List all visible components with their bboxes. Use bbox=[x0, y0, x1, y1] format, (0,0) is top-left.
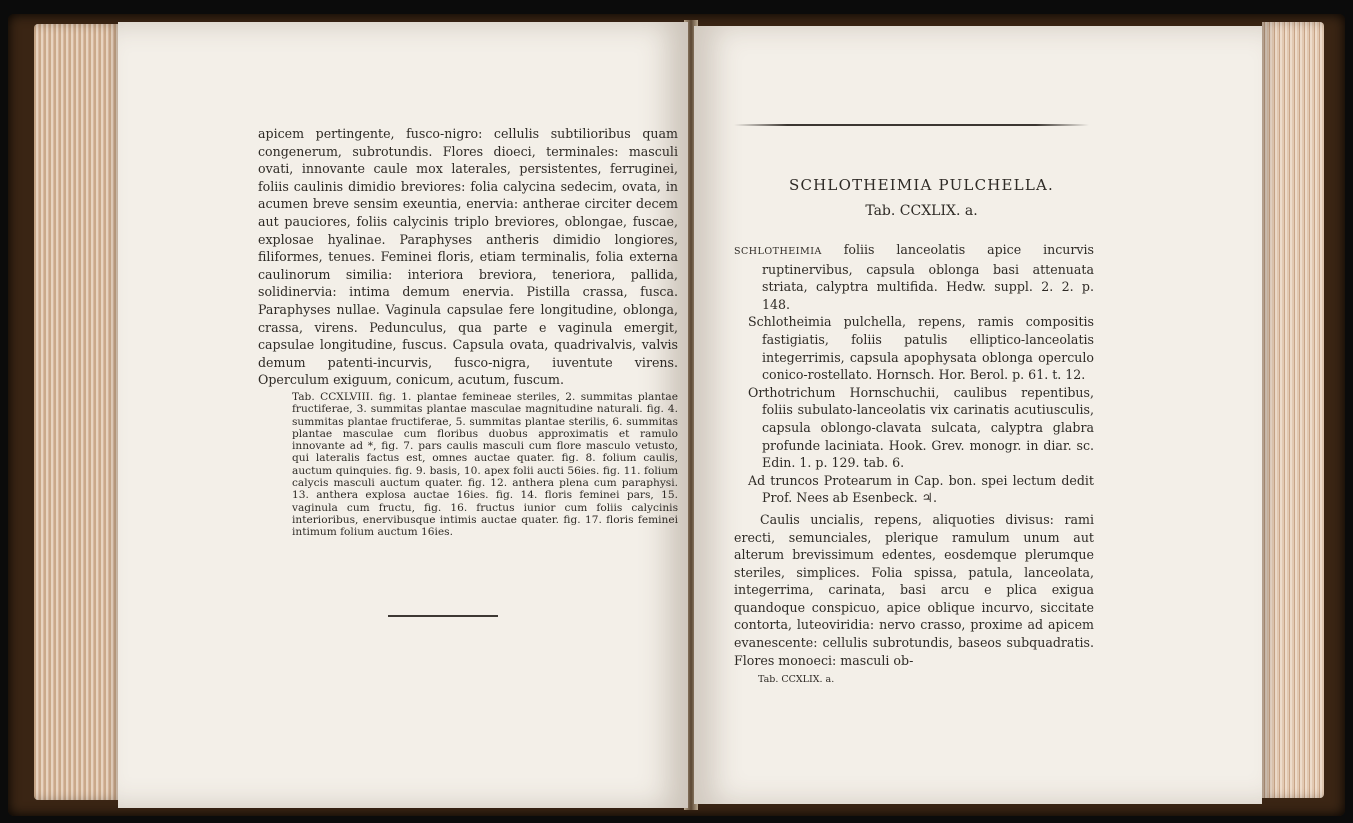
right-page bbox=[694, 26, 1262, 804]
right-page-text bbox=[734, 241, 1094, 689]
species-title: SCHLOTHEIMIA PULCHELLA. bbox=[789, 176, 1054, 194]
description-continued: apicem pertingente, fusco-nigro: cellulis subtilioribus quam congenerum, subrotundis. Flores dioeci, terminales: masculi ovati, innovante caule mox laterales, persistentes, ferruginei, foliis caulinis dimidio breviores: folia calycina sedecim, ovata, in acumen breve sensim exeuntia, enervia: antherae circiter decem aut pauciores, foliis calycinis triplo breviores, oblongae, fuscae, explosae hyalinae. Paraphyses antheris dimidio longiores, filiformes, tenues. Feminei floris, etiam terminalis, folia externa caulinorum similia: interiora breviora, teneriora, pallida, solidinervia: intima demum enervia. Pistilla crassa, fusca. Paraphyses nullae. Vaginula capsulae fere longitudine, oblonga, crassa, virens. Pedunculus, qua parte e vaginula emergit, capsulae longitudine, fuscus. Capsula ovata, quadrivalvis, valvis demum patenti-incurvis, fusco-nigra, iuventute virens. Operculum exiguum, conicum, acutum, fuscum. bbox=[258, 126, 678, 388]
genus-small-caps: SCHLOTHEIMIA bbox=[734, 246, 822, 257]
top-rule bbox=[734, 124, 1089, 126]
species-description: Caulis uncialis, repens, aliquoties divisus: rami erecti, semunciales, plerique ramulum unum aut alterum brevissimum edentes, eosdemque plerumque steriles, simplices. Folia spissa, patula, lanceolata, integerrima, carinata, basi arcu e plica exigua quandoque conspicuo, apice oblique incurvo, siccitate contorta, luteoviridia: nervo crasso, proxime ad apicem evanescente: cellulis subrotundis, baseos subquadratis. Flores monoeci: masculi ob- bbox=[734, 511, 1094, 668]
habitat: Ad truncos Protearum in Cap. bon. spei lectum dedit Prof. Nees ab Esenbeck. ♃. bbox=[748, 472, 1094, 506]
synonym-hooker: Orthotrichum Hornschuchii, caulibus repentibus, foliis subulato-lanceolatis vix carinatis acutiusculis, capsula oblongo-clavata sulcata, calyptra glabra profunde laciniata. Hook. Grev. monogr. in diar. sc. Edin. 1. p. 129. tab. 6. bbox=[748, 384, 1094, 471]
left-page-text bbox=[258, 125, 678, 538]
page-edges-right bbox=[1262, 22, 1324, 798]
synonym-hedwig: SCHLOTHEIMIA foliis lanceolatis apice incurvis ruptinervibus, capsula oblonga basi attenuata striata, calyptra multifida. Hedw. suppl. 2. 2. p. 148. bbox=[734, 242, 1094, 312]
page-footer-signature: Tab. CCXLIX. a. bbox=[758, 674, 835, 686]
plate-number: Tab. CCXLIX. a. bbox=[865, 203, 978, 219]
plate-explanation: Tab. CCXLVIII. fig. 1. plantae femineae steriles, 2. summitas plantae fructiferae, 3. summitas plantae masculae magnitudine naturali. fig. 4. summitas plantae fructiferae, 5. summitas plantae sterilis, 6. summitas plantae masculae cum floribus duobus approximatis et ramulo innovante ad *, fig. 7. pars caulis masculi cum flore masculo vetusto, qui lateralis factus est, omnes auctae quater. fig. 8. folium caulis, auctum quinquies. fig. 9. basis, 10. apex folii aucti 56ies. fig. 11. folium calycis masculi auctum quater. fig. 12. anthera plena cum paraphysi. 13. anthera explosa auctae 16ies. fig. 14. floris feminei pars, 15. vaginula cum fructu, fig. 16. fructus iunior cum foliis calycinis interioribus, enervibusque intimis auctae quater. fig. 17. floris feminei intimum folium auctum 16ies. bbox=[292, 390, 678, 539]
synonym-hornschuch: Schlotheimia pulchella, repens, ramis compositis fastigiatis, foliis patulis elliptico-lanceolatis integerrimis, capsula apophysata oblonga operculo conico-rostellato. Hornsch. Hor. Berol. p. 61. t. 12. bbox=[748, 314, 1094, 383]
page-edges-left bbox=[34, 24, 122, 800]
left-page bbox=[118, 22, 688, 808]
section-rule bbox=[388, 615, 498, 617]
